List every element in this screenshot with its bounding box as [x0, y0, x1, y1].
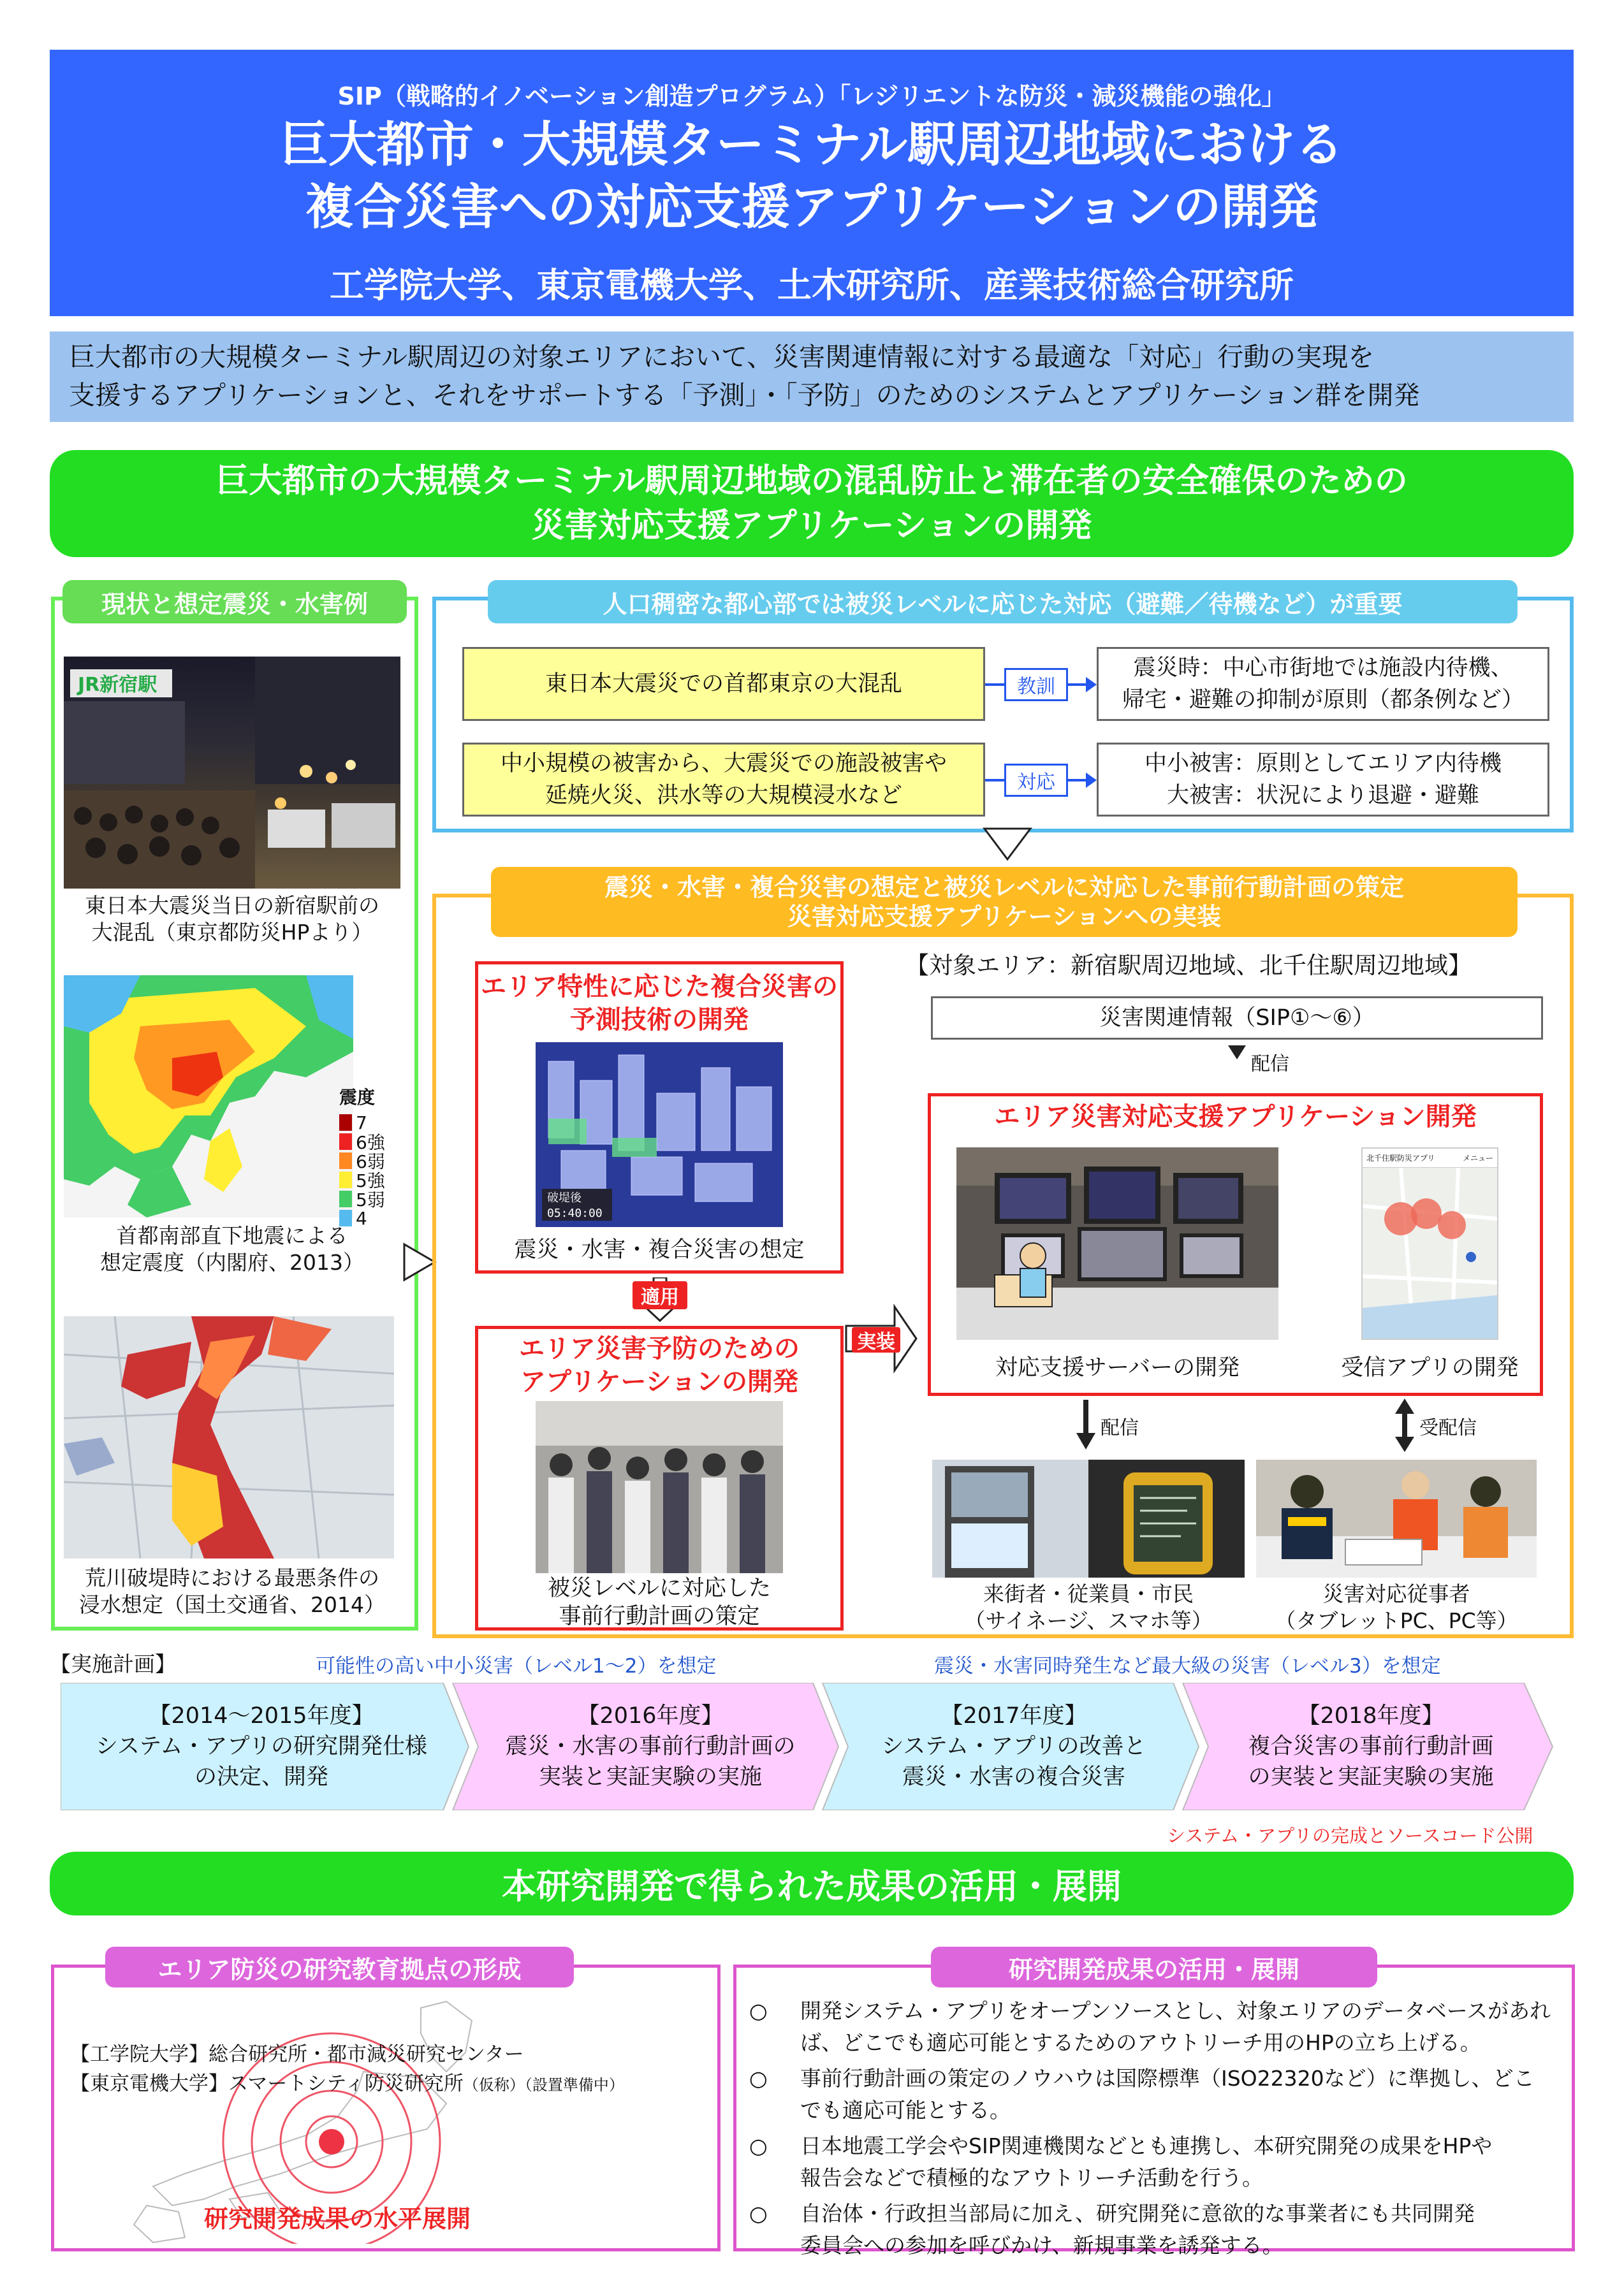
response-panel-heading: 人口稠密な都心部では被災レベルに応じた対応（避難／待機など）が重要 — [488, 580, 1518, 623]
caption-shinjuku-line2: 大混乱（東京都防災HPより） — [91, 920, 373, 945]
server-room-photo — [956, 1147, 1278, 1340]
phase-2018-year: 【2018年度】 — [1298, 1703, 1444, 1729]
lesson-tag: 教訓 — [1004, 668, 1068, 701]
header-title-line2: 複合災害への対応支援アプリケーションの開発 — [305, 178, 1319, 235]
response-result-line1: 中小被害：原則としてエリア内待機 — [1144, 751, 1502, 776]
server-deliver-label: 配信 — [1101, 1417, 1139, 1439]
caption-shinjuku — [57, 892, 407, 946]
receiver-app-titlebar — [1363, 1149, 1497, 1168]
legend-label-7: 7 — [356, 1112, 367, 1133]
phase-2018-line1: 複合災害の事前行動計画 — [1248, 1734, 1494, 1759]
flood-map — [64, 1316, 394, 1559]
current-status-heading: 現状と想定震災・水害例 — [62, 580, 407, 623]
research-hub-denki — [70, 2069, 714, 2100]
prevention-title-line2: アプリケーションの開発 — [520, 1367, 798, 1397]
caption-seismic-line2: 想定震度（内閣府、2013） — [100, 1250, 364, 1275]
utilization-list — [749, 1995, 1565, 2265]
phase-2016-line1: 震災・水害の事前行動計画の — [505, 1734, 796, 1759]
legend-label-4: 4 — [356, 1207, 367, 1229]
jr-sign-text: JR新宿駅 — [78, 674, 157, 696]
legend-swatch-5strong — [339, 1172, 352, 1188]
seismic-map-illustration — [64, 975, 353, 1217]
main-banner-line2: 災害対応支援アプリケーションの開発 — [531, 507, 1092, 545]
sim-label-1: 破堤後 — [547, 1191, 582, 1205]
receiver-app-title: 北千住駅防災アプリ — [1366, 1154, 1435, 1163]
plan-note-left: 可能性の高い中小災害（レベル1～2）を想定 — [316, 1655, 717, 1678]
header-title-line1: 巨大都市・大規模ターミナル駅周辺地域における — [279, 116, 1344, 173]
receiver-caption: 受信アプリの開発 — [1341, 1355, 1519, 1381]
plan-note-right: 震災・水害同時発生など最大級の災害（レベル3）を想定 — [934, 1655, 1441, 1678]
response-result-line2: 大被害：状況により退避・避難 — [1166, 783, 1479, 808]
legend-swatch-6weak — [339, 1152, 352, 1169]
lesson-source-box — [462, 647, 985, 721]
shinjuku-crowd-illustration — [64, 657, 400, 889]
responders-caption — [1256, 1581, 1537, 1634]
plan-heading-line2: 災害対応支援アプリケーションへの実装 — [787, 903, 1222, 931]
utilization-item-4-line2: 委員会への参加を呼びかけ、新規事業を誘発する。 — [800, 2233, 1284, 2258]
deliver-label: 配信 — [1251, 1053, 1289, 1075]
responders-caption-line1: 災害対応従事者 — [1322, 1581, 1470, 1606]
phase-2017-line2: 震災・水害の複合災害 — [902, 1764, 1125, 1790]
caption-flood-line1: 荒川破堤時における最悪条件の — [85, 1566, 379, 1590]
send-receive-arrow-icon — [1395, 1399, 1414, 1452]
utilization-item-2 — [749, 2063, 1565, 2126]
caption-flood — [57, 1565, 407, 1618]
server-room-illustration — [956, 1147, 1278, 1340]
research-hub-heading: エリア防災の研究教育拠点の形成 — [105, 1947, 574, 1987]
prediction-title-line2: 予測技術の開発 — [570, 1005, 749, 1035]
utilization-item-2-line2: でも適応可能とする。 — [800, 2098, 1011, 2123]
phase-2018-line2: の実装と実証実験の実施 — [1248, 1764, 1494, 1790]
responders-photo — [1256, 1460, 1537, 1578]
utilization-item-4-line1: 自治体・行政担当部局に加え、研究開発に意欲的な事業者にも共同開発 — [800, 2201, 1475, 2226]
utilization-item-1 — [749, 1995, 1565, 2059]
receiver-app-screen — [1361, 1147, 1498, 1340]
prevention-title — [478, 1332, 840, 1399]
prevention-caption-line2: 事前行動計画の策定 — [559, 1604, 760, 1629]
scale-source-box — [462, 743, 985, 817]
utilization-item-4 — [749, 2198, 1565, 2262]
utilization-item-1-line1: 開発システム・アプリをオープンソースとし、対象エリアのデータベースがあれ — [800, 1998, 1551, 2023]
flood-simulation-image — [536, 1042, 783, 1227]
header-orgs: 工学院大学、東京電機大学、土木研究所、産業技術総合研究所 — [330, 265, 1294, 305]
research-hub-list — [70, 2040, 714, 2100]
utilization-item-1-line2: ば、どこでも適応可能とするためのアウトリーチ用のHPの立ち上げる。 — [800, 2030, 1481, 2055]
prevention-caption-line1: 被災レベルに対応した — [547, 1576, 771, 1601]
utilization-item-3-line2: 報告会などで積極的なアウトリーチ活動を行う。 — [800, 2165, 1263, 2190]
visitors-caption-line1: 来街者・従業員・市民 — [983, 1581, 1194, 1606]
horizontal-expansion-label: 研究開発成果の水平展開 — [204, 2205, 471, 2233]
results-banner: 本研究開発で得られた成果の活用・展開 — [50, 1852, 1574, 1915]
seismic-legend-title: 震度 — [339, 1087, 376, 1108]
prediction-caption: 震災・水害・複合災害の想定 — [514, 1237, 805, 1263]
receiver-app-menu: メニュー — [1462, 1154, 1493, 1163]
utilization-item-3-line1: 日本地震工学会やSIP関連機関などとも連携し、本研究開発の成果をHPや — [800, 2133, 1493, 2158]
phase-2017 — [854, 1684, 1173, 1809]
server-caption: 対応支援サーバーの開発 — [995, 1355, 1240, 1381]
visitors-caption-line2: （サイネージ、スマホ等） — [964, 1608, 1213, 1633]
phase-2014-line2: の決定、開発 — [194, 1764, 328, 1790]
phase-2016-line2: 実装と実証実験の実施 — [538, 1764, 762, 1790]
panel-down-arrow-icon — [982, 826, 1033, 862]
lesson-result-line1: 震災時：中心市街地では施設内待機、 — [1133, 655, 1513, 681]
target-area: 【対象エリア：新宿駅周辺地域、北千住駅周辺地域】 — [905, 952, 1472, 979]
flood-map-illustration — [64, 1316, 394, 1559]
header-subtitle: SIP（戦略的イノベーション創造プログラム）「レジリエントな防災・減災機能の強化」 — [337, 82, 1286, 110]
legend-swatch-6strong — [339, 1133, 352, 1150]
evacuation-crowd-illustration — [536, 1401, 783, 1573]
implement-tag: 実装 — [852, 1327, 900, 1353]
simulation-illustration — [536, 1042, 783, 1227]
prevention-caption — [478, 1574, 840, 1631]
phase-2018 — [1215, 1684, 1527, 1809]
bullet-mark-4: ○ — [749, 2201, 768, 2226]
scale-source-line2: 延焼火災、洪水等の大規模浸水など — [545, 783, 902, 808]
plan-label: 【実施計画】 — [50, 1652, 176, 1676]
scale-source-line1: 中小規模の被害から、大震災での施設被害や — [500, 751, 947, 776]
lesson-source-text: 東日本大震災での首都東京の大混乱 — [545, 671, 902, 697]
disaster-info-box: 災害関連情報（SIP①～⑥） — [931, 996, 1543, 1040]
lesson-result-line2: 帰宅・避難の抑制が原則（都条例など） — [1122, 687, 1524, 713]
header — [50, 50, 1574, 316]
evacuation-crowd-photo — [536, 1401, 783, 1573]
prevention-title-line1: エリア災害予防のための — [519, 1334, 800, 1363]
apply-tag: 適用 — [633, 1281, 687, 1309]
main-banner-line1: 巨大都市の大規模ターミナル駅周辺地域の混乱防止と滞在者の安全確保のための — [216, 462, 1408, 500]
server-deliver-arrow-icon — [1076, 1400, 1095, 1451]
main-banner — [50, 450, 1574, 557]
phase-2014-line1: システム・アプリの研究開発仕様 — [95, 1734, 428, 1759]
seismic-legend — [339, 1084, 409, 1228]
legend-label-5strong: 5強 — [356, 1170, 385, 1191]
research-hub-kogakuin: 【工学院大学】総合研究所・都市減災研究センター — [70, 2043, 524, 2066]
research-hub-denki-note: （仮称）（設置準備中） — [463, 2076, 624, 2094]
prediction-title — [478, 970, 840, 1036]
legend-label-6weak: 6弱 — [356, 1151, 385, 1172]
legend-label-6strong: 6強 — [356, 1132, 385, 1153]
plan-panel-heading — [491, 867, 1518, 937]
caption-seismic — [57, 1223, 407, 1276]
signage-smartphone-photo — [932, 1460, 1245, 1578]
app-dev-title: エリア災害対応支援アプリケーション開発 — [994, 1102, 1477, 1131]
phase-2017-line1: システム・アプリの改善と — [881, 1734, 1146, 1759]
sim-label-2: 05:40:00 — [547, 1207, 603, 1220]
utilization-item-2-line1: 事前行動計画の策定のノウハウは国際標準（ISO22320など）に準拠し、どこ — [800, 2066, 1535, 2091]
intro-box — [50, 331, 1574, 422]
response-result-box — [1097, 743, 1549, 817]
phase-2016-year: 【2016年度】 — [577, 1703, 724, 1729]
phase-2014-2015 — [83, 1684, 440, 1809]
send-receive-label: 受配信 — [1419, 1417, 1477, 1439]
receiver-app-map — [1363, 1168, 1497, 1339]
bullet-mark-1: ○ — [749, 1998, 768, 2023]
utilization-item-3 — [749, 2130, 1565, 2194]
caption-seismic-line1: 首都南部直下地震による — [116, 1223, 348, 1248]
legend-swatch-7 — [339, 1114, 352, 1131]
lesson-result-box — [1097, 647, 1549, 721]
deliver-arrow-icon — [1228, 1045, 1246, 1059]
seismic-intensity-map — [64, 975, 353, 1217]
plan-heading-line1: 震災・水害・複合災害の想定と被災レベルに対応した事前行動計画の策定 — [604, 873, 1404, 901]
phase-2017-year: 【2017年度】 — [940, 1703, 1087, 1729]
legend-swatch-5weak — [339, 1191, 352, 1207]
utilization-heading: 研究開発成果の活用・展開 — [931, 1947, 1377, 1987]
research-hub-denki-main: 【東京電機大学】スマートシティ防災研究所 — [70, 2072, 464, 2095]
hub-location-icon — [319, 2129, 344, 2154]
shinjuku-crowd-photo — [64, 657, 400, 889]
caption-shinjuku-line1: 東日本大震災当日の新宿駅前の — [85, 893, 379, 918]
response-tag: 対応 — [1004, 764, 1068, 797]
intro-line1: 巨大都市の大規模ターミナル駅周辺の対象エリアにおいて、災害関連情報に対する最適な「対応」行動の実現を — [69, 342, 1375, 372]
prediction-title-line1: エリア特性に応じた複合災害の — [481, 972, 838, 1001]
visitors-caption — [932, 1581, 1245, 1634]
intro-line2: 支援するアプリケーションと、それをサポートする「予測」・「予防」のためのシステムとアプリケーション群を開発 — [69, 380, 1420, 411]
bullet-mark-2: ○ — [749, 2066, 768, 2091]
phase-2014-year: 【2014～2015年度】 — [149, 1703, 374, 1729]
phase-2016 — [485, 1684, 816, 1809]
plan-completion-note: システム・アプリの完成とソースコード公開 — [1167, 1825, 1533, 1847]
signage-smartphone-illustration — [932, 1460, 1245, 1578]
responders-illustration — [1256, 1460, 1537, 1578]
responders-caption-line2: （タブレットPC、PC等） — [1275, 1608, 1518, 1633]
bullet-mark-3: ○ — [749, 2133, 768, 2158]
legend-label-5weak: 5弱 — [356, 1189, 385, 1210]
caption-flood-line2: 浸水想定（国土交通省、2014） — [79, 1592, 385, 1617]
